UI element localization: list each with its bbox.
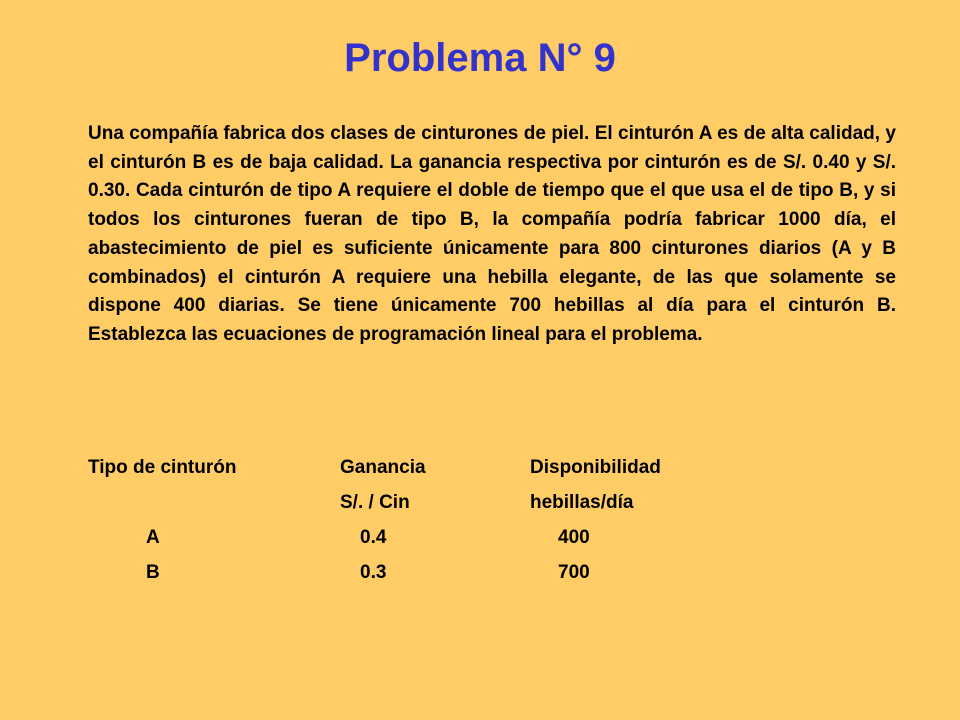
header-profit: Ganancia [340,457,426,478]
problem-statement: Una compañía fabrica dos clases de cinturones de piel. El cinturón A es de alta calidad, y el cinturón B es de baja calidad. La ganancia respectiva por cinturón es de S/. 0.40 y S/. 0.30. Cada cinturón de tipo A requiere el doble de tiempo que el que usa el de tipo B, y si todos los cinturones fueran de tipo B, la compañía podría fabricar 1000 día, el abastecimiento de piel es suficiente únicamente para 800 cinturones diarios (A y B combinados) el cinturón A requiere una hebilla elegante, de las que solamente se dispone 400 diarias. Se tiene únicamente 700 hebillas al día para el cinturón B. Establezca las ecuaciones de programación lineal para el problema. [88,123,896,345]
row-b-availability: 700 [558,562,590,583]
header-availability: Disponibilidad [530,457,661,478]
slide-title: Problema N° 9 [344,36,616,80]
unit-availability: hebillas/día [530,492,634,513]
table-row [88,559,788,594]
table-header-row [88,454,788,489]
row-a-type: A [146,527,160,548]
header-belt-type: Tipo de cinturón [88,457,237,478]
row-a-availability: 400 [558,527,590,548]
table-units-row [88,489,788,524]
row-b-type: B [146,562,160,583]
belt-data-table [88,454,788,594]
row-b-profit: 0.3 [360,562,387,583]
table-row [88,524,788,559]
unit-profit: S/. / Cin [340,492,410,513]
row-a-profit: 0.4 [360,527,387,548]
